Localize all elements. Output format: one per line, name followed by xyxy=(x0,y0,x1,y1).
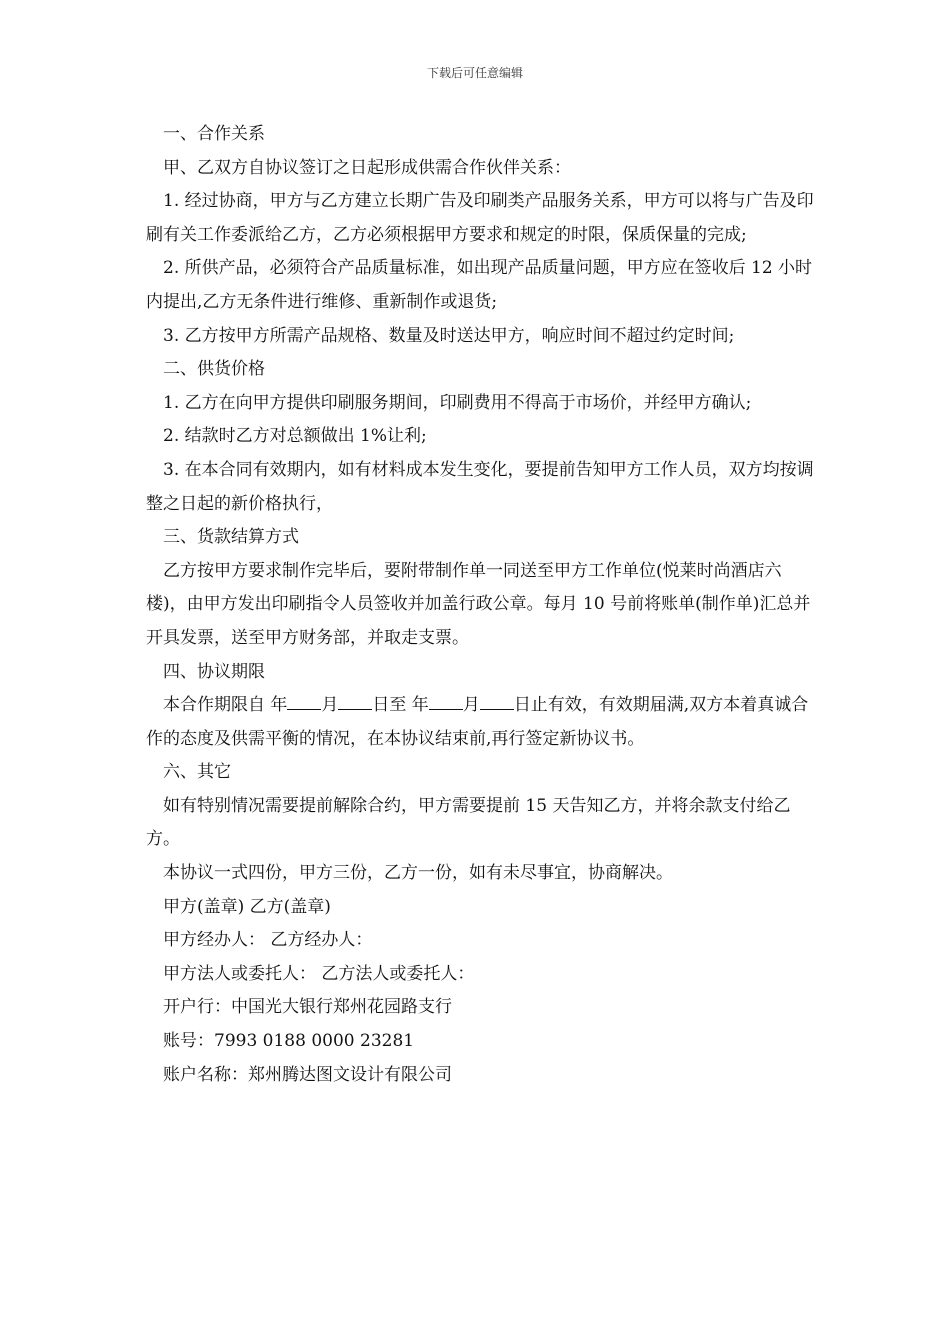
section-heading: 二、供货价格 xyxy=(163,359,265,380)
blank-line xyxy=(338,695,372,710)
section-heading: 六、其它 xyxy=(163,762,231,783)
section-heading: 一、合作关系 xyxy=(163,124,265,144)
term-text: 月 xyxy=(462,695,480,716)
account-number: 账号：7993 0188 0000 23281 xyxy=(163,1031,415,1052)
clause: 3. 在本合同有效期内，如有材料成本发生变化，要提前告知甲方工作人员，双方均按调整之日起的新价格执行， xyxy=(146,459,814,514)
paragraph: 乙方按甲方要求制作完毕后，要附带制作单一同送至甲方工作单位(悦莱时尚酒店六楼)，由甲方发出印刷指令人员签收并加盖行政公章。每月 10 号前将账单(制作单)汇总并开具发票，送至甲方财务部，并取走支票。 xyxy=(146,560,811,648)
signature-line: 甲方经办人： 乙方经办人： xyxy=(163,930,373,951)
clause: 1. 经过协商，甲方与乙方建立长期广告及印刷类产品服务关系，甲方可以将与广告及印刷有关工作委派给乙方，乙方必须根据甲方要求和规定的时限，保质保量的完成; xyxy=(146,191,814,245)
section-heading: 三、货款结算方式 xyxy=(163,527,299,548)
clause: 2. 所供产品，必须符合产品质量标准，如出现产品质量问题，甲方应在签收后 12 小时内提出,乙方无条件进行维修、重新制作或退货; xyxy=(146,258,813,312)
bank-name: 开户行：中国光大银行郑州花园路支行 xyxy=(163,997,452,1018)
blank-line xyxy=(287,695,321,710)
term-text: 日止有效，有效期届满,双方本着真诚合作的态度及供需平衡的情况，在本协议结束前,再行签定新协议书。 xyxy=(146,695,809,749)
clause: 3. 乙方按甲方所需产品规格、数量及时送达甲方，响应时间不超过约定时间; xyxy=(163,325,735,346)
term-text: 本合作期限自 年 xyxy=(163,695,288,716)
paragraph: 如有特别情况需要提前解除合约，甲方需要提前 15 天告知乙方，并将余款支付给乙方。 xyxy=(146,795,791,850)
section-heading: 四、协议期限 xyxy=(163,661,265,682)
document-body xyxy=(146,118,816,1092)
clause: 2. 结款时乙方对总额做出 1%让利; xyxy=(163,426,427,447)
paragraph: 本协议一式四份，甲方三份，乙方一份，如有未尽事宜，协商解决。 xyxy=(163,863,673,884)
term-text: 日至 年 xyxy=(372,695,429,716)
term-text: 月 xyxy=(321,695,339,716)
paragraph: 甲、乙双方自协议签订之日起形成供需合作伙伴关系： xyxy=(163,157,571,178)
signature-line: 甲方法人或委托人： 乙方法人或委托人： xyxy=(163,963,475,984)
blank-line xyxy=(480,695,514,710)
signature-line: 甲方(盖章) 乙方(盖章) xyxy=(163,896,331,917)
page-header-note: 下载后可任意编辑 xyxy=(426,66,523,80)
blank-line xyxy=(429,695,463,710)
term-paragraph xyxy=(146,689,816,756)
clause: 1. 乙方在向甲方提供印刷服务期间，印刷费用不得高于市场价，并经甲方确认; xyxy=(163,392,752,413)
account-name: 账户名称：郑州腾达图文设计有限公司 xyxy=(163,1064,452,1085)
